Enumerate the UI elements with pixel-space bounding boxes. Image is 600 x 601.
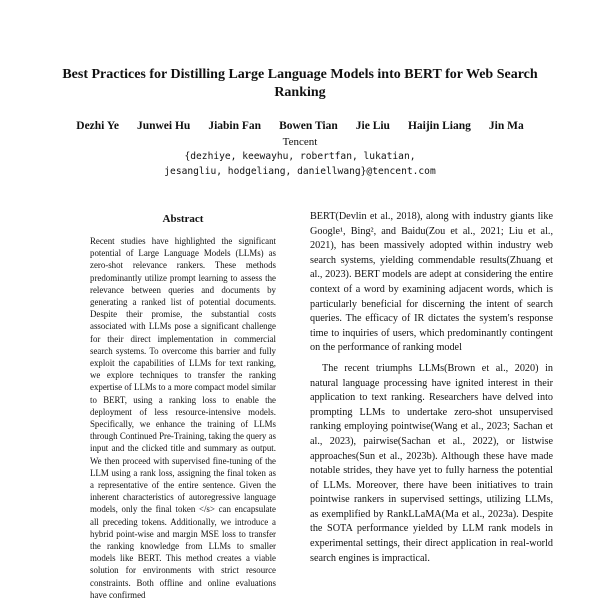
author-name: Jiabin Fan — [208, 120, 262, 132]
author-name: Bowen Tian — [279, 120, 338, 132]
author-name: Junwei Hu — [136, 120, 191, 132]
author-name: Jin Ma — [488, 120, 524, 132]
abstract-heading: Abstract — [162, 213, 204, 225]
paper-title: Best Practices for Distilling Large Language Models into BERT for Web Search Ranking — [62, 67, 538, 100]
author-emails — [40, 149, 560, 179]
body-paragraph: The recent triumphs LLMs(Brown et al., 2020) in natural language processing have ignited interest in their application to text ranking. Researchers have delved into prompting LLMs to undertake zero-shot unsupervised ranking employing pointwise(Wang et al., 2023; Sachan et al., 2023), pairwise(Sachan et al., 2022), or listwise approaches(Sun et al., 2023b). Although these have made notable strides, they have yet to fully harness the potential of LLMs. Moreover, there have been initiatives to train pointwise rankers in supervised settings, utilizing LLMs, as exemplified by RankLLaMA(Ma et al., 2023a). Despite the SOTA performance yielded by LLM rank models in experimental settings, their direct application in real-world search engines is impractical. — [310, 362, 553, 564]
author-name: Haijin Liang — [407, 120, 471, 132]
body-paragraph: BERT(Devlin et al., 2018), along with industry giants like Google¹, Bing², and Baidu(Zou et al., 2021; Liu et al., 2021), has been massively adopted within industry web search systems, yielding commendable results(Zhuang et al., 2023). BERT models are adept at considering the entire context of a word by examining adjacent words, which is particularly beneficial for discerning the intent of search queries. The efficacy of IR dictates the system's response time to inquiries of users, which predominantly contingent on the performance of ranking model — [310, 211, 553, 354]
body-column — [310, 210, 553, 566]
author-name: Jie Liu — [355, 120, 390, 132]
email-line: jesangliu, hodgeliang, daniellwang}@tencent.com — [164, 166, 436, 177]
author-list — [40, 119, 560, 133]
author-name: Dezhi Ye — [76, 120, 119, 132]
email-line: {dezhiye, keewayhu, robertfan, lukatian, — [184, 151, 416, 162]
affiliation: Tencent — [282, 136, 318, 148]
abstract-text: Recent studies have highlighted the significant potential of Large Language Models (LLMs) as zero-shot relevance rankers. These methods predominantly utilize prompt learning to assess the relevance between queries and documents by generating a ranked list of potential documents. Despite their promise, the substantial costs associated with LLMs pose a significant challenge for their direct implementation in commercial search systems. To overcome this barrier and fully exploit the capabilities of LLMs for text ranking, we explore techniques to transfer the ranking expertise of LLMs to a more compact model similar to BERT, using a ranking loss to enable the deployment of less resource-intensive models. Specifically, we enhance the training of LLMs through Continued Pre-Training, taking the query as input and the clicked title and summary as output. We then proceed with supervised fine-tuning of the LLM using a rank loss, assigning the final token as a representative of the entire sentence. Given the inherent characteristics of autoregressive language models, only the final token </s> can encapsulate all preceding tokens. Additionally, we introduce a hybrid point-wise and margin MSE loss to transfer the ranking knowledge from LLMs to smaller models like BERT. This method creates a viable solution for environments with strict resource constraints. Both offline and online evaluations have confirmed — [90, 236, 276, 600]
